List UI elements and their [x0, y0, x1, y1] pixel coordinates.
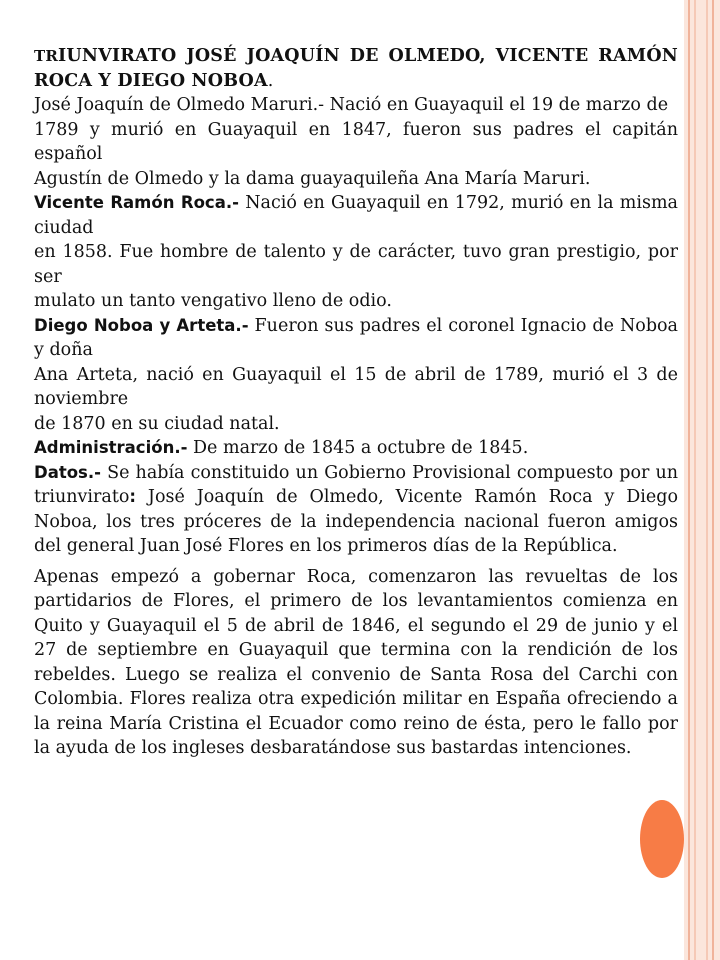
slide-title: TRIUNVIRATO JOSÉ JOAQUÍN DE OLMEDO, VICENTE RAMÓN ROCA Y DIEGO NOBOA.: [34, 46, 678, 91]
decorative-side-line: [712, 0, 714, 960]
paragraph-olmedo-line2: 1789 y murió en Guayaquil en 1847, fueron sus padres el capitán español: [34, 119, 678, 164]
olmedo-name: José Joaquín de Olmedo Maruri.-: [34, 95, 325, 115]
paragraph-datos: Datos.- Se había constituido un Gobierno Provisional compuesto por un triunvirato: José Joaquín de Olmedo, Vicente Ramón Roca y Diego Noboa, los tres próceres de la independencia nacional fueron amigos del general Juan José Flores en los primeros días de la República.: [34, 462, 678, 556]
paragraph-noboa-line3: de 1870 en su ciudad natal.: [34, 413, 280, 434]
noboa-name: Diego Noboa y Arteta: [34, 315, 236, 335]
decorative-side-line: [694, 0, 696, 960]
decorative-side-line: [688, 0, 690, 960]
paragraph-olmedo-line3: Agustín de Olmedo y la dama guayaquileña Ana María Maruri.: [34, 168, 591, 189]
paragraph-roca: Vicente Ramón Roca.- Nació en Guayaquil en 1792, murió en la misma ciudad: [34, 193, 678, 238]
paragraph-administracion: Administración.- De marzo de 1845 a octubre de 1845.: [34, 438, 529, 458]
accent-oval-shape: [640, 800, 684, 878]
paragraph-roca-line2: en 1858. Fue hombre de talento y de carácter, tuvo gran prestigio, por ser: [34, 242, 678, 287]
datos-label: Datos: [34, 462, 88, 482]
paragraph-roca-line3: mulato un tanto vengativo lleno de odio.: [34, 291, 392, 311]
paragraph-closing: Apenas empezó a gobernar Roca, comenzaron las revueltas de los partidarios de Flores, el primero de los levantamientos comienza en Quito y Guayaquil el 5 de abril de 1846, el segundo el 29 de junio y el 27 de septiembre en Guayaquil que termina con la rendición de los rebeldes. Luego se realiza el convenio de Santa Rosa del Carchi con Colombia. Flores realiza otra expedición militar en España ofreciendo a la reina María Cristina el Ecuador como reino de ésta, pero le fallo por la ayuda de los ingleses desbaratándose sus bastardas intenciones.: [34, 566, 678, 758]
slide-body: [34, 44, 678, 761]
decorative-side-line: [706, 0, 708, 960]
paragraph-noboa: Diego Noboa y Arteta.- Fueron sus padres el coronel Ignacio de Noboa y doña: [34, 315, 678, 360]
administracion-label: Administración: [34, 438, 175, 457]
paragraph-olmedo: José Joaquín de Olmedo Maruri.- Nació en Guayaquil el 19 de marzo de: [34, 95, 669, 115]
paragraph-noboa-line2: Ana Arteta, nació en Guayaquil el 15 de abril de 1789, murió el 3 de noviembre: [34, 364, 678, 409]
roca-name: Vicente Ramón Roca: [34, 193, 226, 212]
